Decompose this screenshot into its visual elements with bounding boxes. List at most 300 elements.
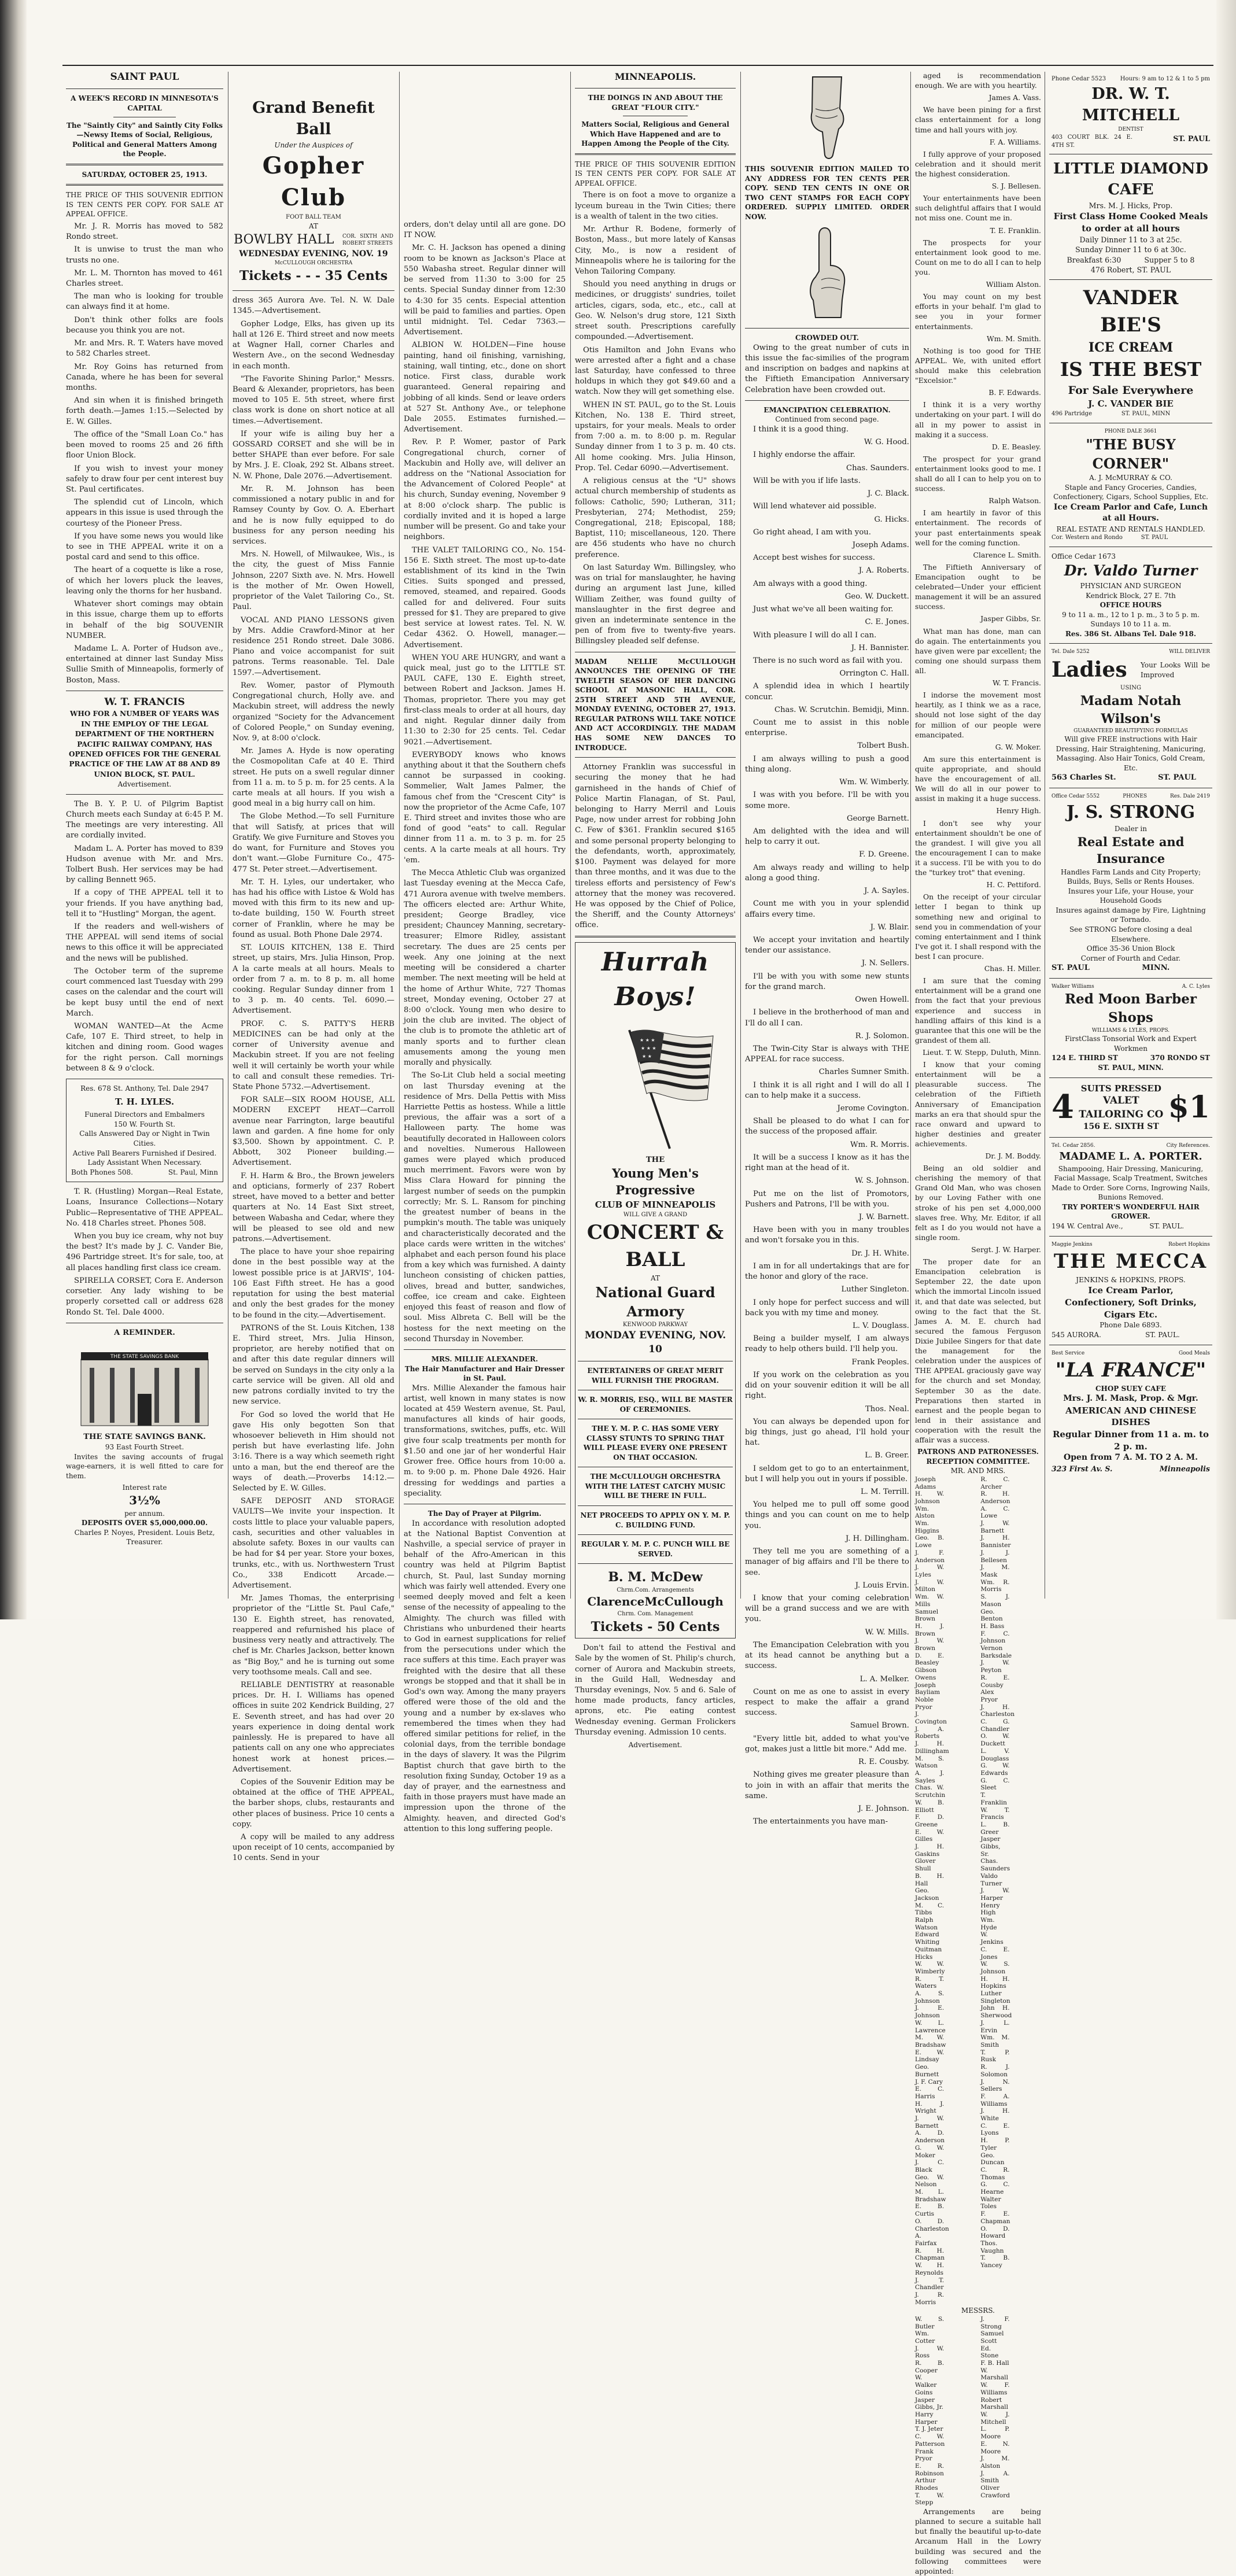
news-item: F. H. Harm & Bro., the Brown jewelers and opticians, formerly of 237 Robert street, have moved to a better and better quarters at No. 14 East Sixt street, between Wabasha and Cedar, where they will be pleased to see old and new patrons.—Advertisement. (233, 1171, 394, 1244)
column-minneapolis (575, 71, 736, 1750)
patron-name: W. J. Mitchell (980, 2411, 1010, 2426)
patron-name: F. C. Johnson (980, 1630, 1010, 1645)
rm-walker: Walker Williams (1051, 984, 1094, 990)
js-res: Res. Dale 2419 (1169, 794, 1210, 800)
patron-name: Thos. Vaughn (980, 2239, 1004, 2254)
patron-name: F. D. Greene (915, 1814, 944, 1828)
patron-name: J. H. White (980, 2108, 1010, 2123)
js-dealer: Dealer in (1115, 825, 1147, 833)
article-heading: The Day of Prayer at Pilgrim. (427, 1510, 542, 1518)
patron-name: Geo. Jackson (915, 1887, 939, 1902)
vb-line: J. C. VANDER BIE (1088, 398, 1174, 409)
bank-name: THE STATE SAVINGS BANK. (83, 1433, 206, 1441)
ball-team: FOOT BALL TEAM (286, 214, 341, 221)
patron-name: Joseph Adams (915, 1475, 936, 1490)
endorsement-signer: Dr. J. H. White. (851, 1249, 909, 1258)
news-item: The office of the "Small Loan Co." has been moved to rooms 25 and 26 fifth floor Union Block. (66, 430, 223, 460)
endorsement-quote: If you work on the celebration as you did on your souvenir edition it will be all right. (745, 1370, 909, 1401)
endorsement-signer: Samuel Brown. (850, 1721, 909, 1730)
patron-name: G. C. Hearne (980, 2181, 1010, 2196)
endorsement-signer: Chas. W. Scrutchin. Bemidji, Minn. (774, 705, 909, 714)
endorsement-quote: I highly endorse the affair. (753, 451, 855, 460)
concert-net: NET PROCEEDS TO APPLY ON Y. M. P. C. BUILDING FUND. (580, 1511, 730, 1529)
news-item: The man who is looking for trouble can always find it at home. (66, 292, 223, 312)
patron-name: J. W. Barnett (915, 2115, 944, 2130)
news-item: If the readers and well-wishers of THE APPEAL will send items of social news to this office it will be appreciated and the news will be published. (66, 922, 223, 963)
lyles-line: 150 W. Fourth St. (113, 1120, 176, 1128)
bc-name: "THE BUSY CORNER" (1086, 436, 1176, 473)
endorsement-signer: T. E. Franklin. (990, 226, 1041, 235)
news-item: FOR SALE—SIX ROOM HOUSE, ALL MODERN EXCEPT HEAT—Carroll avenue near Farrington, large beautiful lawn and garden. A fine home for only $3,500. Shown by appointment. C. P. Abbott, 302 Pioneer building.—Advertisement. (233, 1095, 394, 1168)
patron-name: O. D. Charleston (915, 2217, 949, 2232)
ldc-name: LITTLE DIAMOND CAFE (1053, 160, 1208, 199)
patron-name: H. H. Hopkins (980, 1975, 1010, 1990)
endorsement-signer: C. E. Jones. (865, 618, 909, 627)
patron-name: Geo. Duncan (980, 2151, 1005, 2167)
patron-name: M. S. Watson (915, 1755, 944, 1770)
mecca-ad (1049, 1237, 1212, 1345)
patron-name: J. F. Anderson (915, 1549, 945, 1564)
patron-name: C. W. Patterson (915, 2433, 945, 2448)
column-advertisements (1049, 71, 1212, 1603)
rm-address-2: 370 RONDO ST (1150, 1054, 1210, 1062)
mitchell-role: DENTIST (1118, 127, 1143, 133)
lyles-res: Res. 678 St. Anthony, Tel. Dale 2947 (80, 1084, 209, 1093)
patron-name: Vernon Barksdale (980, 1645, 1012, 1659)
patron-name: C. R. Thomas (980, 2166, 1010, 2181)
endorsement-signer: R. J. Solomon. (855, 1031, 909, 1040)
endorsement-quote: I'll be with you with some new stunts for the grand march. (745, 972, 909, 991)
endorsement-quote: Am always ready and willing to help along a good thing. (745, 863, 909, 883)
endorsement-signer: Ralph Watson. (988, 496, 1041, 505)
patron-name: J. A. Smith (980, 2470, 1010, 2485)
endorsement-signer: L. V. Douglass. (853, 1321, 909, 1330)
patron-name: J. H. Charleston (980, 1703, 1015, 1718)
endorsement-quote: Nothing is too good for THE APPEAL. We, with united effort should make this celebration "Excelsior." (915, 346, 1041, 385)
patron-name: R. J. Solomon (980, 2064, 1010, 2078)
valdo-turner-ad (1049, 547, 1212, 644)
news-item: The heart of a coquette is like a rose, of which her lovers pluck the leaves, leaving only the thorns for her husband. (66, 566, 223, 596)
patron-name: W. S. Butler (915, 2315, 944, 2330)
vander-bie-ad (1049, 280, 1212, 423)
patron-name: Geo. Burnett (915, 2064, 939, 2078)
js-body: Handles Farm Lands and City Property; Builds, Buys, Sells or Rents Houses. (1060, 868, 1201, 886)
patron-name: W. L. Lawrence (915, 2019, 946, 2034)
ladies-address: 563 Charles St. ST. PAUL (1051, 773, 1196, 783)
patron-name: Luther Singleton (980, 1990, 1010, 2005)
patron-name: Ralph Watson (915, 1917, 938, 1931)
mitchell-ad (1049, 71, 1212, 154)
news-item: Mr. J. R. Morris has moved to 582 Rondo street. (66, 222, 223, 242)
proper-date-article: The proper date for an Emancipation celebration is September 22, the date upon which the immortal Lincoln issued it, and that date was selected, but owing to the fact that the St. James A. M. E. church had secured the famous Ferguson Dixie Jubilee Singers for that date the management for the celebration under the auspices of THE APPEAL graciously gave way for the church and set Monday, September 30 as the date. Preparations then started in earnest and the people began to lend in their assistance and cooperation with the result the affair was a success. (915, 1257, 1041, 1445)
endorsement-quote: Am sure this entertainment is quite appropriate, and should have the encouragement of all. We will do all in our power to assist in making it a huge success. (915, 754, 1041, 803)
endorsement-quote: The prospects for your entertainment look good to me. Count on me to do all I can to help you. (915, 238, 1041, 276)
lf-good: Good Meals (1178, 1350, 1210, 1356)
patron-name: W. F. Williams (980, 2382, 1010, 2396)
patron-name: H. J. Brown (915, 1622, 944, 1637)
ympc-concert-ad (575, 942, 736, 1638)
endorsement-signer: J. W. Blair. (870, 922, 909, 932)
endorsement-signer: W. T. Francis. (993, 678, 1041, 688)
endorsement-signer: S. J. Bellesen. (991, 182, 1041, 191)
mp-name: MADAME L. A. PORTER. (1059, 1150, 1202, 1162)
mecca-jenkins: Maggie Jenkins (1051, 1241, 1093, 1248)
lyles-line: Funeral Directors and Embalmers (84, 1110, 205, 1119)
bank-body: Invites the saving accounts of frugal wage-earners, it is well fitted to care for them. (66, 1452, 223, 1480)
dance-school-ad: MADAM NELLIE McCULLOUGH ANNOUNCES THE OPENING OF THE TWELFTH SEASON OF HER DANCING SCHOOL AT MASONIC HALL, COR. 25TH STREET AND 5TH AVENUE, MONDAY EVENING, OCTOBER 27, 1913. REGULAR PATRONS WILL TAKE NOTICE AND ACT ACCORDINGLY. THE MADAM HAS SOME NEW DANCES TO INTRODUCE. (575, 657, 736, 752)
news-item: The place to have your shoe repairing done in the best possible way at the lowest possible price is at JARVIS', 104-106 East Fifth street. He has a good reputation for using the best material and only the best grades for the money to be found in the city.—Advertisement. (233, 1248, 394, 1320)
patron-name: D. E. Beasley (915, 1652, 944, 1667)
endorsement-signer: F. A. Williams. (989, 137, 1041, 146)
lyles-phones: Both Phones 508. (71, 1168, 133, 1176)
mp-tel: Tel. Cedar 2856. (1051, 1143, 1095, 1149)
endorsement-quote: Go right ahead, I am with you. (753, 527, 871, 537)
endorsement-quote: I am in for all undertakings that are for the honor and glory of the race. (745, 1261, 909, 1282)
patron-name: J. H. Gaskins (915, 1843, 944, 1858)
gopher-club-ad (233, 75, 394, 286)
endorsement-signer: Jasper Gibbs, Sr. (980, 614, 1041, 623)
patron-name: R. E. Cousby (980, 1674, 1010, 1689)
news-item: PATRONS of the St. Louis Kitchen, 138 E. Third street, Mrs. Julia Hinson, proprietor, are hereby notified that on and after this date regular dinners will be served on Sundays in the city only a la carte service will be given. All old and new patrons cordially invited to try the new service. (233, 1323, 394, 1407)
hurrah-headline: Hurrah Boys! (601, 947, 710, 1012)
concert-orchestra: THE McCULLOUGH ORCHESTRA WITH THE LATEST CATCHY MUSIC WILL BE THERE IN FULL. (585, 1472, 726, 1500)
concert-punch: REGULAR Y. M. P. C. PUNCH WILL BE SERVED. (581, 1540, 730, 1558)
news-item: Rev. Womer, pastor of Plymouth Congregational church, Holly ave. and Mackubin street, will address the newly organized "Society for the Advancement of Colored People," on Sunday evening, Nov. 9, at 8:00 o'clock. (233, 681, 394, 743)
endorsement-quote: I know that your coming celebration will be a grand success and we are with you. (745, 1594, 909, 1624)
endorsement-signer: Dr. J. M. Boddy. (985, 1152, 1041, 1161)
news-item: A religious census at the "U" shows actual church membership of students as follows: Catholic, 590; Lutheran, 311; Presbyterian, 274; Methodist, 259; Congregational, 218; Episcopal, 188; Baptist, 110; miscellaneous, 120. There are 456 students who have no church preference. (575, 477, 736, 559)
patron-name: E. W. Gilles (915, 1828, 944, 1843)
mecca-props: JENKINS & HOPKINS, PROPS. (1076, 1275, 1186, 1284)
patron-name: Frank Pryor (915, 2448, 934, 2463)
column-end-text: The entertainments you have man- (753, 1817, 888, 1826)
endorsement-quote: I indorse the movement most heartily, as I think we as a race, should not lose sight of the day for million of our people were emancipated. (915, 691, 1041, 739)
rm-props: WILLIAMS & LYLES, PROPS. (1091, 1027, 1170, 1034)
patron-name: G. W. Edwards (980, 1762, 1010, 1777)
endorsement-signer: Geo. W. Duckett. (844, 592, 909, 601)
lyles-line: Active Pall Bearers Furnished if Desired. (72, 1149, 217, 1157)
news-item: The splendid cut of Lincoln, which appears in this issue is used through the courtesy of the Pioneer Press. (66, 498, 223, 528)
patron-name: H. J. Wright (915, 2100, 944, 2115)
endorsement-quote: I don't see why your entertainment shouldn't be one of the grandest. I will give you all the encouragement I can to make it a success. I'll be with you to do the "turkey trot" that evening. (915, 818, 1041, 877)
endorsement-quote: The Twin-City Star is always with THE APPEAL for race success. (745, 1044, 909, 1064)
patron-name: A. Fairfax (915, 2232, 937, 2247)
endorsement-signer: James A. Vass. (988, 93, 1041, 102)
news-item: Madame L. A. Porter of Hudson ave., entertained at dinner last Sunday Miss Sullie Smith of Minneapolis, formerly of Boston, Mass. (66, 644, 223, 685)
patron-name: Wm. R. Morris (980, 1578, 1010, 1593)
endorsement-quote: I think it is a good thing. (753, 425, 849, 434)
endorsement-quote: I am heartily in favor of this entertainment. The records of your past entertainments speak well for the coming function. (915, 508, 1041, 547)
news-item: Copies of the Souvenir Edition may be obtained at the office of THE APPEAL, the barber shops, clubs, restaurants and other places of business. Price 10 cents a copy. (233, 1777, 394, 1829)
little-diamond-cafe-ad (1049, 154, 1212, 280)
news-item: If a copy of THE APPEAL tell it to your friends. If you have anything bad, tell it to "Hustling" Morgan, the agent. (66, 888, 223, 918)
bc-address: Cor. Western and Rondo ST. PAUL (1051, 534, 1168, 541)
svg-text:★ ★ ★: ★ ★ ★ (641, 1046, 656, 1051)
news-item: Otis Hamilton and John Evans who were arrested after a fight and a chase last Saturday, have confessed to three holdups in which they got $49.60 and a watch. Now they will get something else. (575, 345, 736, 397)
patron-name: W. H. Reynolds (915, 2262, 944, 2276)
endorsement-quote: With pleasure I will do all I can. (753, 630, 877, 640)
endorsement-quote: I was with you before. I'll be with you some more. (745, 791, 909, 810)
ladies-title: Ladies (1051, 657, 1127, 682)
column-rule (740, 72, 741, 1599)
festival-notice: Don't fail to attend the Festival and Sale by the women of St. Philip's church, corner of Aurora and Mackubin streets, in the Guild Hall, Wednesday and Thursday evenings, Nov. 5 and 6. Sale of home made products, fancy articles, aprons, etc. Pie eating contest Wednesday evening. German Frolickers Thursday evening. Admission 10 cents. (575, 1644, 736, 1737)
scan-edge-right (1216, 0, 1236, 1619)
patron-name: F. B. Hall (980, 2360, 1009, 2367)
news-item: Mr. T. H. Lyles, our undertaker, who has had his office with Listoe & Wold has moved with this firm to its new and up-to-date building, 150 W. Fourth street corner of Franklin, where he may be found as usual. Both Phone Dale 2974. (233, 877, 394, 939)
patron-name: W. B. Elliott (915, 1799, 944, 1814)
lf-prop: Mrs. J. M. Mask, Prop. & Mgr. (1063, 1394, 1198, 1404)
section-heading: MINNEAPOLIS. (614, 71, 696, 82)
emancipation-heading: EMANCIPATION CELEBRATION. (763, 405, 891, 414)
endorsement-quote: Being an old soldier and cherishing the memory of that Grand Old Man, who was chosen by our Loving Father with one stroke of his pen set 4,000,000 slaves free. Why, Mr. Editor, if all felt as I do you would not have a single room. (915, 1164, 1041, 1242)
bc-line: Ice Cream Parlor and Cafe, Lunch at all Hours. (1053, 502, 1208, 523)
patron-name: E. N. Moore (980, 2440, 1010, 2455)
endorsement-quote: Your entertainments have been such delightful affairs that I would not miss one. Count me in. (915, 194, 1041, 223)
column-rule (399, 72, 400, 1599)
endorsement-quote: Count me to assist in this noble enterprise. (745, 718, 909, 738)
ldc-address: 476 Robert, ST. PAUL (1090, 265, 1171, 274)
mailing-notice: THIS SOUVENIR EDITION MAILED TO ANY ADDRESS FOR TEN CENTS PER COPY. SEND TEN CENTS IN ONE OR TWO CENT STAMPS FOR EACH COPY ORDERED. SUPPLY LIMITED. ORDER NOW. (745, 165, 909, 221)
endorsement-signer: H. C. Pettiford. (986, 880, 1041, 890)
patron-name: M. C. Tibbs (915, 1902, 944, 1917)
patron-name: J. N. Sellers (980, 2078, 1010, 2093)
news-item: When you buy ice cream, why not buy the best? It's made by J. C. Vander Bie, 496 Partridge street. It's for sale, too, at all places handling first class ice cream. (66, 1232, 223, 1272)
lf-regular: Regular Dinner from 11 a. m. to 2 p. m. (1052, 1429, 1209, 1452)
patron-name: B. H. Hall (915, 1872, 944, 1887)
news-item: Mr. James A. Hyde is now operating the Cosmopolitan Cafe at 40 E. Third street. He puts on a swell regular dinner from 11 a. m. to 5 p. m. for 25 cents. A la carte meals at all hours. If you wish a good meal in a big hurry call on him. (233, 747, 394, 809)
vt-res: Res. 386 St. Albans Tel. Dale 918. (1065, 629, 1197, 638)
ball-at: AT (308, 222, 318, 231)
ldc-line: Daily Dinner 11 to 3 at 25c. (1079, 235, 1182, 244)
patron-names-col (980, 2316, 1041, 2507)
bc-line: Staple and Fancy Groceries, Candies, Confectionery, Cigars, School Supplies, Etc. (1053, 483, 1208, 501)
endorsement-signer: Sergt. J. W. Harper. (971, 1245, 1041, 1254)
news-item: EVERYBODY knows who knows anything about it that the Southern chefs cannot be surpassed in cooking. Sommelier, Walt James Palmer, the famous chef from the "Crescent City" is now the proprietor of the Acme Cafe, 107 E. Third street and invites those who are fond of good "eats" to call. Regular dinner from 11 a. m. to 3 p. m. for 25 cents. A la carte meals at all hours. Try 'em. (404, 750, 566, 865)
news-item: There is on foot a move to organize a lyceum bureau in the Twin Cities; there is a wealth of talent in the two cities. (575, 191, 736, 221)
francis-ad-body: WHO FOR A NUMBER OF YEARS WAS IN THE EMPLOY OF THE LEGAL DEPARTMENT OF THE NORTHERN PACIFIC RAILWAY COMPANY, HAS OPENED OFFICES FOR THE GENERAL PRACTICE OF THE LAW AT 88 AND 89 UNION BLOCK, ST. PAUL. (69, 710, 220, 778)
bc-line: REAL ESTATE AND RENTALS HANDLED. (1056, 525, 1205, 533)
endorsement-signer: W. G. Hood. (864, 438, 909, 447)
mr-and-mrs-heading: MR. AND MRS. (950, 1467, 1006, 1475)
lf-dishes: AMERICAN AND CHINESE DISHES (1065, 1405, 1196, 1428)
article-body: In accordance with resolution adopted at the National Baptist Convention at Nashville, a special service of prayer in behalf of the Afro-American in this country was held at Pilgrim Baptist church, St. Paul, last Sunday morning which was fairly well attended. Every one seemed deeply moved and felt a keen sense of the necessity of appealing to the Almighty. The church was filled with Christians who unburdened their hearts to God in earnest supplications for relief from the persecutions under which the race suffers at this time. Each prayer was freighted with the desire that all these wrongs be stopped and that it shall be in God's own way. Among the many prayers offered were those of the old and the young and a number by ex-slaves who remembered the times when they had offered similar petitions for relief, in the colonial days, from the terrible bondage in the days of slavery. It was the Pilgrim Baptist church that gave birth to the resolution fixing Sunday, October 19 as a day of prayer, and the earnestness and faith in those prayers must have made an impression upon the throne of the Almighty. heaven, and directed God's attention to this long suffering people. (404, 1519, 566, 1833)
patron-name: T. Franklin (980, 1792, 1007, 1806)
valet-tailoring-ad (1049, 1078, 1212, 1138)
endorsement-quote: You may count on my best efforts in your behalf. I'm glad to see you in your former entertainments. (915, 292, 1041, 331)
endorsement-signer: Chas. Saunders. (846, 463, 909, 473)
concert-ympc: THE Y. M. P. C. HAS SOME VERY CLASSY STUNTS TO SPRING THAT WILL PLEASE EVERY ONE PRESENT ON THAT OCCASION. (583, 1424, 728, 1462)
endorsement-signer: W. W. Mills. (865, 1627, 909, 1637)
endorsement-quote: I fully approve of your proposed celebration and it should merit the highest consideration. (915, 149, 1041, 178)
rm-name: Red Moon Barber Shops (1064, 991, 1197, 1026)
patron-name: Chas. Saunders (980, 1858, 1010, 1873)
patron-name: J. F. Cary (915, 2078, 943, 2086)
news-item: If you have some news you would like to see in THE APPEAL write it on a postal card and send to this office. (66, 532, 223, 562)
news-item: A copy will be mailed to any address upon receipt of 10 cents, accompanied by 10 cents. Send in your (233, 1833, 394, 1863)
js-strong: See STRONG before closing a deal Elsewhere. (1069, 925, 1193, 943)
news-item: Mr. C. H. Jackson has opened a dining room to be known as Jackson's Place at 550 Wabasha street. Regular dinner will be served from 11:30 to 3:00 for 25 cents. Special Sunday dinner from 12:30 to 4:30 for 35 cents. Especial attention will be paid to families and parties. Open until midnight. Tel. Cedar 7363.—Advertisement. (404, 243, 566, 337)
red-moon-ad (1049, 979, 1212, 1077)
patron-name: Joseph Bayliam (915, 1681, 940, 1696)
patron-name: Wm. M. Smith (980, 2034, 1010, 2049)
endorsement-signer: Lieut. T. W. Stepp, Duluth, Minn. (923, 1047, 1041, 1057)
patron-name: Harry Harper (915, 2411, 938, 2426)
patron-name: A. C. Lowe (980, 1505, 1010, 1520)
lf-name: "LA FRANCE" (1055, 1358, 1207, 1382)
patron-name: Wm. Higgins (915, 1520, 939, 1534)
patron-name: A. D. Anderson (915, 2130, 945, 2145)
endorsement-signer: L. B. Greer. (865, 1451, 909, 1460)
concert-club-city: CLUB OF MINNEAPOLIS (595, 1200, 716, 1211)
festival-tag: Advertisement. (628, 1741, 682, 1750)
news-item: ALBION W. HOLDEN—Fine house painting, hand oil finishing, varnishing, staining, wall tinting, etc., done on short notice. First class, durable work guaranteed. General repairing and jobbing of all kinds. Send or leave orders at 527 St. Anthony Ave., or telephone Dale 2055. Estimates furnished.—Advertisement. (404, 341, 566, 434)
concert-the: THE (645, 1156, 665, 1165)
vt-sunday: Sundays 10 to 11 a. m. (1090, 620, 1171, 629)
patron-name: C. G. Chandler (980, 1718, 1010, 1733)
endorsement-signer: Charles Sumner Smith. (818, 1068, 909, 1077)
bank-officers: Charles P. Noyes, President. Louis Betz, Treasurer. (74, 1528, 215, 1547)
endorsement-signer: J. A. Sayles. (864, 887, 909, 896)
mitchell-hours: Hours: 9 am to 12 & 1 to 5 pm (1120, 76, 1210, 82)
endorsement-signer: J. E. Johnson. (858, 1804, 909, 1813)
patron-name: J. R. Morris (915, 2291, 944, 2306)
patron-name: C. E. Jones (980, 1946, 1010, 1961)
patron-name: Glover Shull (915, 1858, 936, 1873)
endorsement-signer: L. M. Terrill. (860, 1488, 909, 1497)
news-item: Attorney Franklin was successful in securing the money that he had garnisheed in the hands of Chief of Police Martin Flanagan, of St. Paul, belonging to Harry Merril and Louis Page, now under arrest for robbing John C. Few of $361. Franklin secured $165 and some personal property belonging to the defendants, worth, approximately, $100. Payment was delayed for more than three months, and it was due to the tireless efforts and persistency of Few's attorney that the money was recovered. He was opposed by the Chief of Police, the Sheriff, and the County Attorneys' office. (575, 763, 736, 930)
mp-ref: City References. (1166, 1143, 1210, 1149)
endorsement-quote: "Every little bit, added to what you've got, makes just a little bit more." Add me. (745, 1734, 909, 1754)
vt2-four: 4 (1051, 1088, 1074, 1127)
vb-line: For Sale Everywhere (1068, 384, 1194, 397)
column-rule (570, 72, 571, 1599)
la-france-ad (1049, 1345, 1212, 1479)
news-item: Rev. P. P. Womer, pastor of Park Congregational church, corner of Mackubin and Holly ave, will deliver an address on the "National Association for the Advancement of Colored People" at his church, Sunday evening, November 9 at 8:00 o'clock sharp. The public is cordially invited and it is hoped a large number will be present. Go and take your neighbors. (404, 438, 566, 542)
patron-name: J. W. Peyton (980, 1659, 1010, 1674)
endorsement-signer: Wm. W. Wimberly. (839, 778, 909, 787)
pointing-hand-up-icon (792, 225, 862, 323)
patron-name: L. P. Moore (980, 2426, 1010, 2441)
mecca-line: Ice Cream Parlor, Confectionery, Soft Drinks, Cigars Etc. (1065, 1285, 1197, 1320)
vt-role: PHYSICIAN AND SURGEON (1080, 581, 1182, 590)
endorsement-signer: Tolbert Bush. (857, 741, 909, 751)
patron-name: Alex Pryor (980, 1689, 998, 1703)
patron-name: J. H. Bannister (980, 1534, 1011, 1549)
patron-name: T. B. Yancey (980, 2254, 1010, 2269)
strong-ad (1049, 788, 1212, 979)
patron-name: E. R. Robinson (915, 2462, 944, 2477)
endorsement-quote: Put me on the list of Promotors, Pushers and Patrons, I'll be with you. (745, 1189, 909, 1209)
news-item: The B. Y. P. U. of Pilgrim Baptist Church meets each Sunday at 6:45 P. M. The meetings are very interesting. All are cordially invited. (66, 799, 223, 840)
patron-name: G. W. Moker (915, 2144, 944, 2159)
news-item: SPIRELLA CORSET, Cora E. Anderson corsetier. Any lady wishing to be properly corsetted call or address 628 Rondo St. Tel. Dale 4000. (66, 1276, 223, 1317)
continued-note: Continued from second page. (775, 415, 879, 424)
patron-name: Edward Whiting (915, 1931, 940, 1946)
section-heading: SAINT PAUL (110, 71, 179, 83)
bank-rate-label: Interest rate (122, 1483, 167, 1492)
patron-name: F. E. Chapman (980, 2210, 1010, 2225)
endorsement-signer: Frank Peoples. (851, 1357, 909, 1367)
news-item: The Mecca Athletic Club was organized last Tuesday evening at the Mecca Cafe, 471 Aurora avenue with twelve members. The officers elected are: Arthur White, president; George Bradley, vice president; Chauncey Manning, secretary-treasurer; Elmore Ridley, assistant secretary. The dues are 25 cents per week. Any one joining at the next meeting will be considered a charter member. The next meeting will be held at the home of Arthur White, 727 Thomas street, Monday evening, October 27 at 8:00 o'clock. Young men who desire to join the club are invited. The object of the club is to promote the athletic art of manly sports and to further clean amusements among the young men morally and physically. (404, 869, 566, 1068)
rm-line: FirstClass Tonsorial Work and Expert Workmen (1065, 1035, 1197, 1053)
column-saint-paul (66, 71, 223, 1603)
endorsement-signer: G. W. Moker. (995, 742, 1041, 751)
endorsement-quote: I think it is a very worthy undertaking on your part. I will do all in my power to assist in making it a success. (915, 400, 1041, 439)
patron-name: J. W. Harper (980, 1887, 1010, 1902)
concert-place: National Guard Armory (595, 1284, 715, 1320)
ldc-line: Sunday Dinner 11 to 6 at 30c. (1075, 245, 1186, 254)
concert-club: Young Men's Progressive (612, 1166, 699, 1198)
mp-body: Shampooing, Hair Dressing, Manicuring, Facial Massage, Scalp Treatment, Switches Made to Order. Sore Corns, Ingrowing Nails, Bunions Removed. (1051, 1164, 1210, 1202)
endorsement-signer: G. Hicks. (874, 515, 909, 524)
endorsement-quote: Am always with a good thing. (753, 579, 868, 588)
ladies-name: Madam Notah Wilson's (1080, 693, 1182, 726)
issue-date: SATURDAY, OCTOBER 25, 1913. (82, 170, 208, 179)
patron-name: H. P. Tyler (980, 2137, 1010, 2151)
vt-address: Kendrick Block, 27 E. 7th (1086, 591, 1176, 600)
js-insurance: Insures your Life, your House, your Household Goods (1068, 887, 1194, 905)
patron-name: Samuel Scott (980, 2330, 1004, 2345)
endorsement-quote: I only hope for perfect success and will back you with my time and money. (745, 1298, 909, 1317)
endorsement-signer: Thos. Neal. (865, 1404, 909, 1414)
patron-name: R. T. Waters (915, 1975, 944, 1990)
column-st-paul-3 (404, 71, 566, 1833)
ladies-ad (1049, 644, 1212, 788)
messrs-heading: MESSRS. (961, 2306, 995, 2315)
patron-name: J. W. Barnett (980, 1520, 1010, 1534)
patron-name: J. W. Milton (915, 1578, 944, 1593)
news-item: THE VALET TAILORING CO., No. 154-156 E. Sixth street. The most up-to-date establishment of its kind in the Twin Cities. Suits sponged and pressed, removed, steamed, and repaired. Goods called for and delivered. Four suits pressed for $1. They are prepared to give best service at lowest rates. Tel. N. W. Cedar 4362. O. Howell, manager.—Advertisement. (404, 545, 566, 649)
column-emancipation-2 (915, 71, 1041, 2575)
endorsement-signer: Wm. R. Morris. (850, 1140, 909, 1149)
endorsement-signer: Jerome Covington. (837, 1104, 909, 1113)
patron-name: T. P. Rusk (980, 2049, 1010, 2064)
rm-city: ST. PAUL, MINN. (1098, 1064, 1164, 1072)
news-item: Mr. Arthur R. Bodene, formerly of Boston, Mass., but more lately of Kansas City, Mo., is now a resident of Minneapolis where he is tailoring for the Vehon Tailoring Company. (575, 225, 736, 276)
patron-names-col (980, 1476, 1041, 2306)
porter-ad (1049, 1138, 1212, 1236)
arrangements-article: Arrangements are being planned to secure a suitable hall but finally the beautiful up-to-date Arcanum Hall in the Lowry building was secured and the following committees were appointed: (915, 2507, 1041, 2575)
patron-name: Geo. B. Lowe (915, 1534, 944, 1549)
mecca-name: THE MECCA (1053, 1249, 1208, 1273)
ladies-using: USING (1120, 685, 1141, 692)
lyles-name: T. H. LYLES. (115, 1096, 175, 1107)
endorsement-quote: I think it is all right and I will do all I can to help make it a success. (745, 1080, 909, 1100)
lyles-line: Lady Assistant When Necessary. (87, 1158, 202, 1167)
patron-name: J. Covington (915, 1711, 947, 1726)
patron-name: W. Marshall (980, 2367, 1008, 2382)
patron-name: Wm. W. Mills (915, 1593, 944, 1608)
endorsement-quote: I am sure that the coming entertainment will be a grand one from the fact that your previous experience and success in handling affairs of this kind is a guarantee that this one will be the grandest of them all. (915, 976, 1041, 1045)
reception-heading: RECEPTION COMMITTEE. (926, 1457, 1030, 1466)
patron-name: O. D. Howard (980, 2225, 1010, 2240)
patron-name: Gibson Owens (915, 1667, 937, 1681)
patron-name: J. J. Bellesen (980, 1549, 1010, 1564)
price-note: THE PRICE OF THIS SOUVENIR EDITION IS TEN CENTS PER COPY. FOR SALE AT APPEAL OFFICE. (575, 160, 736, 187)
endorsement-signer: J. W. Barnett. (858, 1213, 909, 1222)
patron-name: M. L. Bradshaw (915, 2189, 946, 2203)
ldc-prop: Mrs. M. J. Hicks, Prop. (1089, 201, 1173, 211)
news-item: Mrs. N. Howell, of Milwaukee, Wis., is the city, the guest of Miss Fannie Johnson, 2207 Sixth ave. N. Mrs. Howell is the mother of Mr. Owen Howell, proprietor of the Valet Tailoring Co., St. Paul. (233, 550, 394, 612)
lf-address: 323 First Av. S. (1051, 1464, 1113, 1473)
patron-name: Walter Toles (980, 2195, 1001, 2210)
patron-name: A. S. Johnson (915, 1990, 944, 2005)
ladies-formula: GUARANTEED BEAUTIFYING FORMULAS (1073, 728, 1188, 734)
bank-rate: 3½% (129, 1493, 160, 1507)
concert-entertainers: ENTERTAINERS OF GREAT MERIT WILL FURNISH THE PROGRAM. (587, 1366, 724, 1385)
concert-tickets: Tickets - 50 Cents (591, 1619, 720, 1634)
news-item: If you wish to invest your money safely to draw four per cent interest buy St. Paul certificates. (66, 464, 223, 494)
